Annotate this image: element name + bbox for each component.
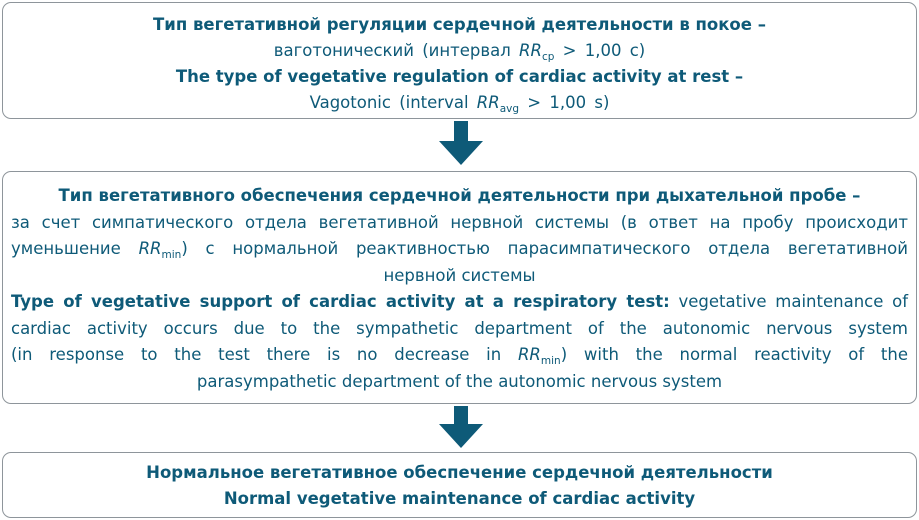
respiratory-test-box — [2, 171, 917, 404]
down-arrow-icon — [439, 121, 483, 165]
respiratory-test-en-line2: cardiac activity occurs due to the sympathetic department of the autonomic nervous system — [11, 318, 908, 338]
respiratory-test-ru-line2: уменьшение $RR_{min}$) с нормальной реактивностью парасимпатического отдела вегетативной — [11, 239, 908, 261]
rest-regulation-en-value: Vagotonic (interval $RR_{avg} > 1,00$ s) — [309, 93, 610, 115]
conclusion-en-title: Normal vegetative maintenance of cardiac activity — [223, 489, 696, 508]
conclusion-ru-title: Нормальное вегетативное обеспечение сердечной деятельности — [146, 463, 773, 482]
respiratory-test-ru-title: Тип вегетативного обеспечения сердечной деятельности при дыхательной пробе – — [58, 186, 861, 205]
conclusion-box — [2, 452, 917, 518]
respiratory-test-ru-line3: нервной системы — [383, 265, 536, 285]
down-arrow-icon — [439, 406, 483, 448]
respiratory-test-en-line3: (in response to the test there is no decrease in $RR_{min}$) with the normal reactivity of the — [11, 345, 908, 367]
respiratory-test-en-line1: Type of vegetative support of cardiac activity at a respiratory test: vegetative maintenance of — [11, 292, 909, 311]
respiratory-test-ru-line1: за счет симпатического отдела вегетативной нервной системы (в ответ на пробу происходит — [11, 212, 908, 232]
rest-regulation-box — [2, 2, 917, 119]
rest-regulation-en-title: The type of vegetative regulation of cardiac activity at rest – — [175, 67, 744, 86]
rest-regulation-ru-value: ваготонический (интервал $RR_{ср} > 1,00$ с) — [273, 41, 646, 63]
respiratory-test-en-title: Type of vegetative support of cardiac activity at a respiratory test: — [11, 292, 670, 311]
respiratory-test-en-line4: parasympathetic department of the autonomic nervous system — [196, 371, 723, 391]
rest-regulation-ru-title: Тип вегетативной регуляции сердечной деятельности в покое – — [153, 15, 766, 34]
